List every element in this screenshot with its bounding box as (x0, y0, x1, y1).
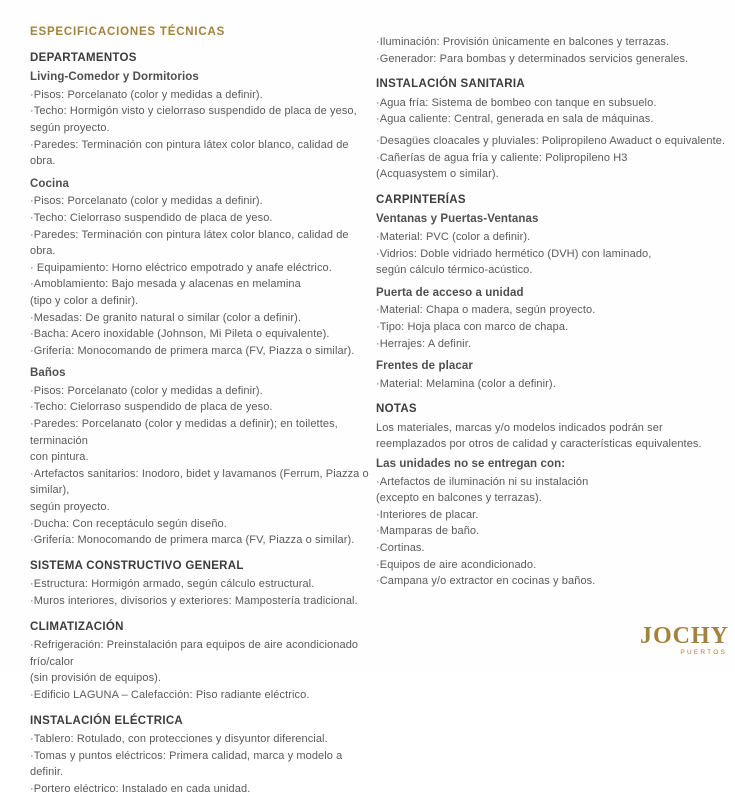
spec-line: ·Material: PVC (color a definir). (376, 230, 531, 243)
spec-line: según proyecto. (30, 121, 110, 134)
section-heading-departamentos: DEPARTAMENTOS (30, 51, 137, 64)
spec-line: ·Grifería: Monocomando de primera marca (FV, Piazza o similar). (30, 344, 355, 357)
spec-line: ·Generador: Para bombas y determinados servicios generales. (376, 52, 689, 65)
spec-line: ·Mamparas de baño. (376, 525, 480, 538)
logo-tagline-text: PUERTOS (680, 649, 727, 656)
spec-line: ·Grifería: Monocomando de primera marca (FV, Piazza o similar). (30, 534, 355, 547)
page-title: ESPECIFICACIONES TÉCNICAS (30, 26, 226, 38)
spec-line: ·Interiores de placar. (376, 508, 479, 521)
spec-line: ·Pisos: Porcelanato (color y medidas a definir). (30, 88, 263, 101)
right-column (376, 34, 728, 590)
logo-jochy (640, 624, 729, 656)
spec-line: · Equipamiento: Horno eléctrico empotrado y anafe eléctrico. (30, 261, 332, 274)
spec-line: (sin provisión de equipos). (30, 672, 162, 685)
spec-line: ·Equipos de aire acondicionado. (376, 558, 537, 571)
subsection-living-comedor: Living-Comedor y Dormitorios (30, 71, 199, 84)
spec-line: ·Muros interiores, divisorios y exteriores: Mampostería tradicional. (30, 595, 358, 607)
spec-line: ·Techo: Cielorraso suspendido de placa de yeso. (30, 211, 273, 224)
spec-line: ·Tablero: Rotulado, con protecciones y disyuntor diferencial. (30, 733, 328, 746)
spec-line: ·Vidrios: Doble vidriado hermético (DVH) con laminado, (376, 247, 652, 260)
spec-line: con pintura. (30, 451, 89, 464)
spec-line: ·Campana y/o extractor en cocinas y baños. (376, 575, 596, 588)
spec-line: ·Paredes: Porcelanato (color y medidas a definir); en toilettes, terminación (30, 418, 338, 447)
spec-line: ·Portero eléctrico: Instalado en cada unidad. (30, 782, 251, 795)
subsection-no-se-entregan: Las unidades no se entregan con: (376, 458, 566, 471)
section-heading-carpinterias: CARPINTERÍAS (376, 193, 466, 206)
subsection-frentes-placar: Frentes de placar (376, 360, 473, 373)
spec-line: (excepto en balcones y terrazas). (376, 492, 542, 505)
spec-line: Los materiales, marcas y/o modelos indicados podrán ser (376, 421, 663, 434)
spec-line: ·Material: Chapa o madera, según proyecto. (376, 304, 596, 317)
subsection-cocina: Cocina (30, 177, 69, 190)
spec-line: ·Techo: Hormigón visto y cielorraso suspendido de placa de yeso, (30, 105, 357, 118)
spec-line: ·Iluminación: Provisión únicamente en balcones y terrazas. (376, 36, 670, 48)
spec-line: reemplazados por otros de calidad y características equivalentes. (376, 438, 702, 451)
spec-line: ·Material: Melamina (color a definir). (376, 377, 556, 390)
subsection-puerta-acceso: Puerta de acceso a unidad (376, 286, 524, 299)
spec-line: ·Paredes: Terminación con pintura látex color blanco, calidad de obra. (30, 228, 349, 258)
spec-line: ·Estructura: Hormigón armado, según cálculo estructural. (30, 578, 315, 591)
spec-line: según proyecto. (30, 501, 110, 514)
spec-line: ·Edificio LAGUNA – Calefacción: Piso radiante eléctrico. (30, 688, 310, 701)
spec-line: ·Techo: Cielorraso suspendido de placa de yeso. (30, 401, 273, 414)
spec-line: ·Agua fría: Sistema de bombeo con tanque en subsuelo. (376, 96, 657, 109)
spec-line: según cálculo térmico-acústico. (376, 264, 533, 277)
spec-line: ·Desagües cloacales y pluviales: Polipropileno Awaduct o equivalente. (376, 134, 726, 147)
spec-line: ·Ducha: Con receptáculo según diseño. (30, 517, 227, 530)
section-heading-instalacion-sanitaria: INSTALACIÓN SANITARIA (376, 78, 525, 91)
spec-line: ·Paredes: Terminación con pintura látex color blanco, calidad de obra. (30, 138, 349, 168)
spec-line: ·Pisos: Porcelanato (color y medidas a definir). (30, 195, 263, 208)
spec-line: ·Refrigeración: Preinstalación para equipos de aire acondicionado frío/calor (30, 639, 359, 668)
spec-line: ·Cañerías de agua fría y caliente: Polipropileno H3 (376, 151, 628, 164)
subsection-ventanas: Ventanas y Puertas-Ventanas (376, 213, 539, 226)
spec-line: ·Artefactos de iluminación ni su instalación (376, 475, 589, 488)
spec-line: (tipo y color a definir). (30, 294, 139, 307)
section-heading-instalacion-electrica: INSTALACIÓN ELÉCTRICA (30, 714, 184, 727)
spec-line: ·Amoblamiento: Bajo mesada y alacenas en melamina (30, 278, 301, 291)
spec-line: ·Bacha: Acero inoxidable (Johnson, Mi Pileta o equivalente). (30, 328, 330, 341)
section-heading-sistema-constructivo: SISTEMA CONSTRUCTIVO GENERAL (30, 559, 244, 572)
spec-line: ·Tipo: Hoja placa con marco de chapa. (376, 320, 569, 333)
spec-line: ·Herrajes: A definir. (376, 337, 472, 350)
spec-line: ·Pisos: Porcelanato (color y medidas a definir). (30, 384, 263, 397)
spec-line: (Acquasystem o similar). (376, 168, 499, 181)
logo-brand-text: JOCHY (640, 623, 729, 649)
spec-line: ·Cortinas. (376, 542, 425, 555)
spec-line: ·Agua caliente: Central, generada en sala de máquinas. (376, 113, 654, 126)
section-heading-climatizacion: CLIMATIZACIÓN (30, 620, 124, 633)
section-heading-notas: NOTAS (376, 403, 417, 416)
spec-line: ·Tomas y puntos eléctricos: Primera calidad, marca y modelo a definir. (30, 749, 343, 779)
subsection-banos: Baños (30, 367, 66, 380)
spec-line: ·Artefactos sanitarios: Inodoro, bidet y lavamanos (Ferrum, Piazza o similar), (30, 467, 369, 497)
left-column (30, 24, 375, 798)
spec-line: ·Mesadas: De granito natural o similar (color a definir). (30, 311, 302, 324)
